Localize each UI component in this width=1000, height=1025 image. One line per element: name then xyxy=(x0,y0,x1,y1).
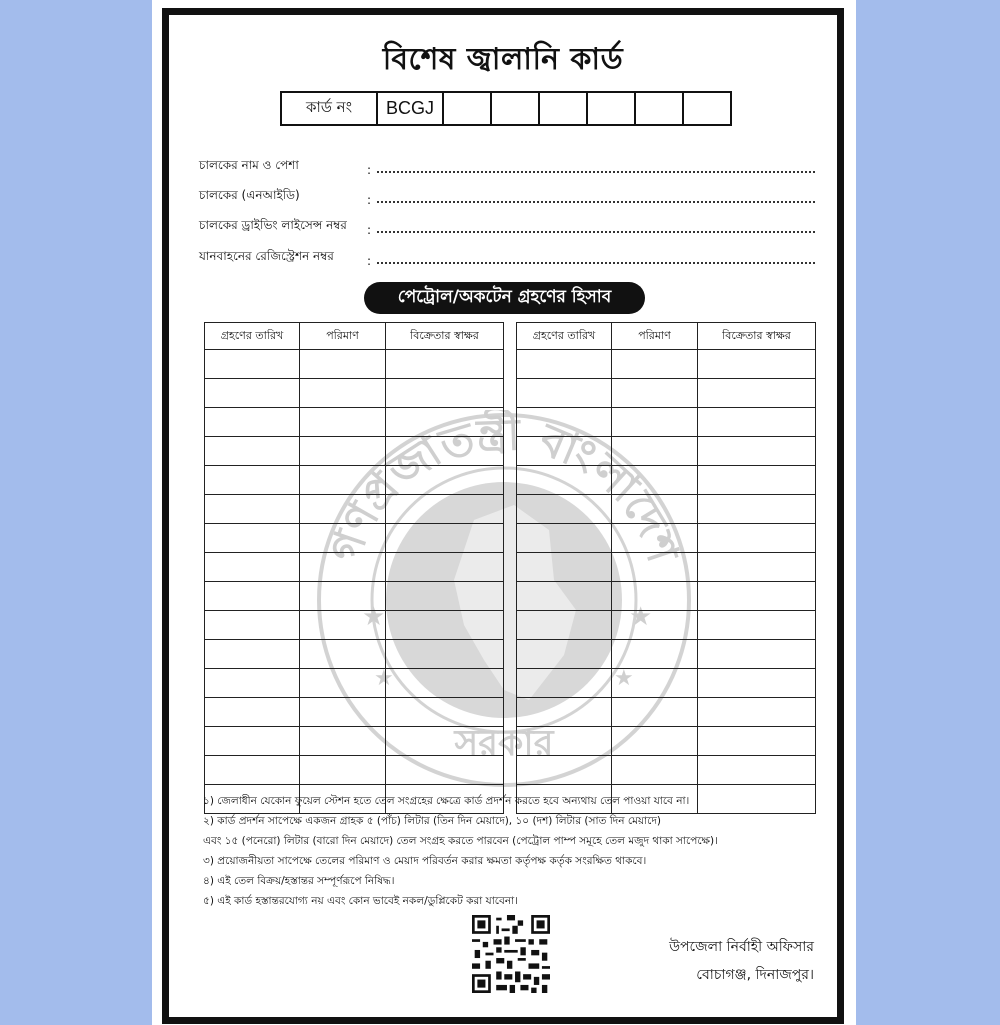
table-row xyxy=(517,640,816,669)
field-label: চালকের নাম ও পেশা xyxy=(199,158,299,172)
terms-list xyxy=(203,791,823,911)
signature-cell[interactable] xyxy=(386,437,504,466)
amount-cell[interactable] xyxy=(612,408,698,437)
table-row xyxy=(205,524,504,553)
signature-cell[interactable] xyxy=(386,379,504,408)
signature-cell[interactable] xyxy=(386,553,504,582)
signature-cell[interactable] xyxy=(386,350,504,379)
amount-cell[interactable] xyxy=(612,669,698,698)
column-header-amount: পরিমাণ xyxy=(300,323,386,350)
date-cell[interactable] xyxy=(205,640,300,669)
amount-cell[interactable] xyxy=(612,698,698,727)
card-number-box[interactable] xyxy=(636,93,684,124)
card-number-row xyxy=(280,91,732,126)
signature-cell[interactable] xyxy=(386,640,504,669)
date-cell[interactable] xyxy=(517,437,612,466)
field-driver-name[interactable] xyxy=(199,155,815,177)
officer-title: উপজেলা নির্বাহী অফিসার xyxy=(669,939,814,955)
amount-cell[interactable] xyxy=(612,611,698,640)
amount-cell[interactable] xyxy=(300,553,386,582)
table-row xyxy=(205,669,504,698)
date-cell[interactable] xyxy=(205,408,300,437)
table-row xyxy=(205,350,504,379)
amount-cell[interactable] xyxy=(300,727,386,756)
signature-cell[interactable] xyxy=(386,756,504,785)
signature-cell[interactable] xyxy=(386,524,504,553)
date-cell[interactable] xyxy=(205,553,300,582)
date-cell[interactable] xyxy=(517,495,612,524)
field-dotted-line[interactable] xyxy=(377,252,815,264)
date-cell[interactable] xyxy=(517,698,612,727)
date-cell[interactable] xyxy=(205,350,300,379)
column-header-date: গ্রহণের তারিখ xyxy=(205,323,300,350)
date-cell[interactable] xyxy=(517,379,612,408)
date-cell[interactable] xyxy=(205,669,300,698)
table-row xyxy=(517,408,816,437)
amount-cell[interactable] xyxy=(300,408,386,437)
field-colon: : xyxy=(367,223,372,237)
card-number-box[interactable] xyxy=(492,93,540,124)
card-number-box[interactable] xyxy=(684,93,730,124)
signature-cell[interactable] xyxy=(698,698,816,727)
table-row xyxy=(517,553,816,582)
signature-cell[interactable] xyxy=(698,727,816,756)
column-header-signature: বিক্রেতার স্বাক্ষর xyxy=(698,323,816,350)
signature-cell[interactable] xyxy=(386,408,504,437)
signature-cell[interactable] xyxy=(386,669,504,698)
qr-code-icon xyxy=(472,915,550,993)
table-row xyxy=(517,350,816,379)
table-row xyxy=(205,756,504,785)
amount-cell[interactable] xyxy=(300,698,386,727)
signature-cell[interactable] xyxy=(386,611,504,640)
column-header-amount: পরিমাণ xyxy=(612,323,698,350)
fuel-log-table-left xyxy=(204,322,504,814)
signature-cell[interactable] xyxy=(698,756,816,785)
date-cell[interactable] xyxy=(205,495,300,524)
table-row xyxy=(205,495,504,524)
date-cell[interactable] xyxy=(205,437,300,466)
card-number-prefix: BCGJ xyxy=(378,93,444,124)
date-cell[interactable] xyxy=(205,698,300,727)
signature-cell[interactable] xyxy=(698,495,816,524)
amount-cell[interactable] xyxy=(612,466,698,495)
amount-cell[interactable] xyxy=(300,611,386,640)
amount-cell[interactable] xyxy=(612,379,698,408)
signature-cell[interactable] xyxy=(386,727,504,756)
field-colon: : xyxy=(367,254,372,268)
term-item: ৪) এই তেল বিক্রয়/হস্তান্তর সম্পূর্ণরূপে নিষিদ্ধ। xyxy=(203,875,395,887)
signature-cell[interactable] xyxy=(698,350,816,379)
date-cell[interactable] xyxy=(517,756,612,785)
date-cell[interactable] xyxy=(517,727,612,756)
field-label: যানবাহনের রেজিস্ট্রেশন নম্বর xyxy=(199,249,334,263)
signature-cell[interactable] xyxy=(698,640,816,669)
table-row xyxy=(517,669,816,698)
table-row xyxy=(517,698,816,727)
field-label: চালকের (এনআইডি) xyxy=(199,188,300,202)
seal-star-icon: ★ xyxy=(629,602,653,632)
signature-cell[interactable] xyxy=(698,466,816,495)
signature-cell[interactable] xyxy=(698,582,816,611)
signature-cell[interactable] xyxy=(386,495,504,524)
date-cell[interactable] xyxy=(517,582,612,611)
seal-top-text: গণপ্রজাতন্ত্রী বাংলাদেশ xyxy=(319,410,689,569)
term-item: ৫) এই কার্ড হস্তান্তরযোগ্য নয় এবং কোন ভাবেই নকল/ডুপ্লিকেট করা যাবেনা। xyxy=(203,895,518,907)
amount-cell[interactable] xyxy=(612,553,698,582)
officer-signature-block xyxy=(614,933,814,989)
column-header-date: গ্রহণের তারিখ xyxy=(517,323,612,350)
amount-cell[interactable] xyxy=(612,756,698,785)
table-row xyxy=(517,524,816,553)
date-cell[interactable] xyxy=(517,350,612,379)
signature-cell[interactable] xyxy=(698,669,816,698)
signature-cell[interactable] xyxy=(386,466,504,495)
amount-cell[interactable] xyxy=(300,669,386,698)
date-cell[interactable] xyxy=(205,756,300,785)
field-driving-license[interactable] xyxy=(199,215,815,237)
date-cell[interactable] xyxy=(205,727,300,756)
signature-cell[interactable] xyxy=(698,611,816,640)
table-row xyxy=(517,379,816,408)
date-cell[interactable] xyxy=(517,524,612,553)
amount-cell[interactable] xyxy=(612,437,698,466)
date-cell[interactable] xyxy=(517,466,612,495)
field-dotted-line[interactable] xyxy=(377,221,815,233)
table-row xyxy=(517,611,816,640)
table-row xyxy=(205,553,504,582)
signature-cell[interactable] xyxy=(698,437,816,466)
date-cell[interactable] xyxy=(205,524,300,553)
table-row xyxy=(517,582,816,611)
card-title: বিশেষ জ্বালানি কার্ড xyxy=(382,42,624,77)
amount-cell[interactable] xyxy=(612,350,698,379)
amount-cell[interactable] xyxy=(300,582,386,611)
field-colon: : xyxy=(367,193,372,207)
table-row xyxy=(517,466,816,495)
field-dotted-line[interactable] xyxy=(377,191,815,203)
amount-cell[interactable] xyxy=(300,437,386,466)
date-cell[interactable] xyxy=(205,466,300,495)
term-item: ১) জেলাধীন যেকোন ফুয়েল স্টেশন হতে তেল সংগ্রহের ক্ষেত্রে কার্ড প্রদর্শন করতে হবে অন্যথায় তেল পাওয়া যাবে না। xyxy=(203,795,690,807)
amount-cell[interactable] xyxy=(612,495,698,524)
table-row xyxy=(205,437,504,466)
section-title: পেট্রোল/অকটেন গ্রহণের হিসাব xyxy=(364,282,645,314)
date-cell[interactable] xyxy=(517,611,612,640)
table-row xyxy=(205,408,504,437)
date-cell[interactable] xyxy=(205,611,300,640)
table-row xyxy=(517,437,816,466)
term-item: এবং ১৫ (পনেরো) লিটার (বারো দিন মেয়াদে) তেল সংগ্রহ করতে পারবেন (পেট্রোল পাম্প সমূহে তেল মজুদ থাকা সাপেক্ষে)। xyxy=(203,835,718,847)
seal-star-icon: ★ xyxy=(362,602,386,632)
fuel-card xyxy=(162,8,844,1024)
date-cell[interactable] xyxy=(205,379,300,408)
date-cell[interactable] xyxy=(205,582,300,611)
table-row xyxy=(205,466,504,495)
signature-cell[interactable] xyxy=(386,582,504,611)
signature-cell[interactable] xyxy=(698,408,816,437)
field-dotted-line[interactable] xyxy=(377,161,815,173)
field-label: চালকের ড্রাইভিং লাইসেন্স নম্বর xyxy=(199,218,347,232)
card-number-box[interactable] xyxy=(540,93,588,124)
amount-cell[interactable] xyxy=(612,727,698,756)
seal-star-icon: ★ xyxy=(374,666,394,691)
table-row xyxy=(205,582,504,611)
card-number-box[interactable] xyxy=(588,93,636,124)
amount-cell[interactable] xyxy=(300,524,386,553)
date-cell[interactable] xyxy=(517,553,612,582)
fuel-log-table-right xyxy=(516,322,816,814)
card-number-box[interactable] xyxy=(444,93,492,124)
amount-cell[interactable] xyxy=(300,350,386,379)
seal-bottom-text: সরকার xyxy=(454,723,554,764)
amount-cell[interactable] xyxy=(300,756,386,785)
table-row xyxy=(205,379,504,408)
date-cell[interactable] xyxy=(517,408,612,437)
signature-cell[interactable] xyxy=(386,698,504,727)
table-row xyxy=(205,698,504,727)
field-driver-nid[interactable] xyxy=(199,185,815,207)
term-item: ২) কার্ড প্রদর্শন সাপেক্ষে একজন গ্রাহক ৫ (পাঁচ) লিটার (তিন দিন মেয়াদে), ১০ (দশ) লিটার (সাত দিন মেয়াদে) xyxy=(203,815,661,827)
amount-cell[interactable] xyxy=(300,495,386,524)
signature-cell[interactable] xyxy=(698,379,816,408)
table-row xyxy=(517,495,816,524)
seal-star-icon: ★ xyxy=(614,666,634,691)
table-row xyxy=(205,727,504,756)
table-row xyxy=(205,611,504,640)
column-header-signature: বিক্রেতার স্বাক্ষর xyxy=(386,323,504,350)
field-colon: : xyxy=(367,163,372,177)
table-row xyxy=(205,640,504,669)
term-item: ৩) প্রয়োজনীয়তা সাপেক্ষে তেলের পরিমাণ ও মেয়াদ পরিবর্তন করার ক্ষমতা কর্তৃপক্ষ কর্তৃক সংরক্ষিত থাকবে। xyxy=(203,855,647,867)
signature-cell[interactable] xyxy=(698,553,816,582)
officer-location: বোচাগঞ্জ, দিনাজপুর। xyxy=(696,967,814,983)
signature-cell[interactable] xyxy=(698,524,816,553)
table-row xyxy=(517,727,816,756)
amount-cell[interactable] xyxy=(300,640,386,669)
date-cell[interactable] xyxy=(517,640,612,669)
field-vehicle-registration[interactable] xyxy=(199,246,815,268)
amount-cell[interactable] xyxy=(300,379,386,408)
date-cell[interactable] xyxy=(517,669,612,698)
amount-cell[interactable] xyxy=(300,466,386,495)
amount-cell[interactable] xyxy=(612,640,698,669)
table-row xyxy=(517,756,816,785)
card-number-label: কার্ড নং xyxy=(282,93,378,124)
amount-cell[interactable] xyxy=(612,582,698,611)
amount-cell[interactable] xyxy=(612,524,698,553)
